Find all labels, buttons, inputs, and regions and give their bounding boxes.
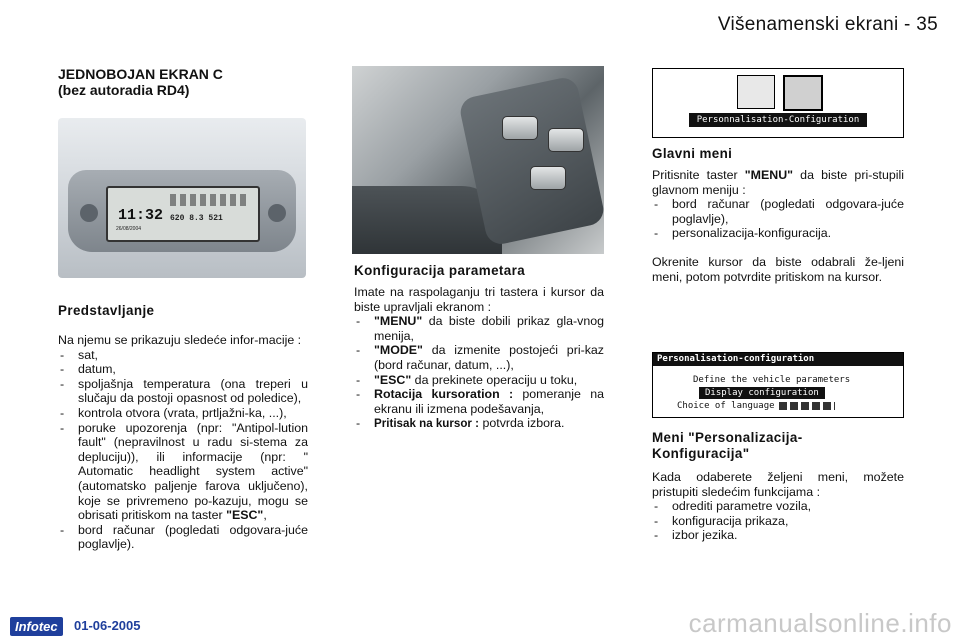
list-item: - konfiguracija prikaza, bbox=[652, 514, 904, 529]
intro-post: da biste pri-stupili glavnom meniju : bbox=[652, 168, 904, 197]
esc-key-label: "ESC" bbox=[226, 508, 264, 523]
list-item: - kontrola otvora (vrata, prtljažni-ka, ...), bbox=[58, 406, 308, 421]
list-item: - bord računar (pogledati odgovara-juće poglavlje). bbox=[58, 523, 308, 552]
list-item-text: pomeranje na ekranu ili izmena podešavanja, bbox=[374, 387, 604, 416]
list-item: - bord računar (pogledati odgovara-juće poglavlje), bbox=[652, 197, 904, 226]
menu-key-label: "MENU" bbox=[744, 168, 794, 182]
monochrome-display bbox=[106, 186, 260, 242]
list-item bbox=[354, 373, 604, 388]
settings-sliders-icon bbox=[783, 75, 823, 111]
screen-title: Personalisation-configuration bbox=[653, 353, 903, 366]
main-menu-section bbox=[652, 146, 904, 284]
intro-text: Na njemu se prikazuju sledeće infor-macije : bbox=[58, 333, 302, 347]
presentation-section bbox=[58, 303, 308, 552]
section-heading: JEDNOBOJAN EKRAN C bbox=[58, 66, 223, 82]
console-button bbox=[530, 166, 566, 190]
list-item-text: da izmenite postojeći pri-kaz (bord računar, datum, ...), bbox=[374, 343, 604, 372]
intro-text: Kada odaberete željeni meni, možete pristupiti sledećim funkcijama : bbox=[652, 470, 904, 499]
menu-bar-label: Personnalisation-Configuration bbox=[689, 113, 867, 127]
language-flags-icon bbox=[779, 402, 835, 410]
list-item-text: poruke upozorenja (npr: "Antipol-lution fault" (nepravilnost u radu si-stema za depluciju)), ili informacije (npr: " Automatic headlight system active" (automatsko paljenje farova uključeno), koje se privremeno po-kazuju, mogu se obrisati pritiskom na taster bbox=[78, 420, 308, 523]
section-title-line1: Meni "Personalizacija- bbox=[652, 430, 803, 445]
status-icons bbox=[170, 194, 250, 206]
trip-computer-icon bbox=[737, 75, 775, 109]
info-list bbox=[58, 348, 308, 552]
list-item: - sat, bbox=[58, 348, 308, 363]
left-knob bbox=[80, 204, 98, 222]
console-button bbox=[548, 128, 584, 152]
list-item bbox=[354, 416, 604, 432]
menu-option-selected: Display configuration bbox=[699, 387, 825, 399]
config-section bbox=[354, 263, 604, 432]
list-item: - izbor jezika. bbox=[652, 528, 904, 543]
footer-date: 01-06-2005 bbox=[74, 618, 141, 633]
punctuation: , bbox=[263, 508, 267, 523]
section-subheading: (bez autoradia RD4) bbox=[58, 82, 190, 98]
list-item bbox=[58, 421, 308, 523]
menu-option bbox=[677, 400, 835, 412]
display-values: 620 8.3 521 bbox=[170, 214, 223, 223]
infotec-badge: Infotec bbox=[10, 617, 63, 636]
watermark: carmanualsonline.info bbox=[688, 608, 952, 638]
list-item: - odrediti parametre vozila, bbox=[652, 499, 904, 514]
cursor-note: Okrenite kursor da biste odabrali že-ljeni meni, potom potvrdite pritiskom na kursor. bbox=[652, 254, 904, 284]
esc-key-label: "ESC" bbox=[374, 372, 412, 387]
personalisation-screen bbox=[652, 352, 904, 418]
intro-text: Imate na raspolaganju tri tastera i kursor da biste upravljali ekranom : bbox=[354, 285, 604, 314]
language-option-label: Choice of language bbox=[677, 401, 775, 411]
menu-list bbox=[652, 197, 904, 241]
list-item-text: potvrda izbora. bbox=[479, 416, 565, 431]
list-item-text: da biste dobili prikaz gla-vnog menija, bbox=[374, 314, 604, 343]
dashboard-photo bbox=[58, 118, 306, 278]
controls-list bbox=[354, 314, 604, 432]
intro-pre: Pritisnite taster bbox=[652, 168, 745, 182]
list-item bbox=[354, 387, 604, 416]
list-item bbox=[354, 343, 604, 372]
console-photo bbox=[352, 66, 604, 254]
section-title: Predstavljanje bbox=[58, 303, 155, 318]
list-item-text: da prekinete operaciju u toku, bbox=[411, 372, 578, 387]
list-item: - datum, bbox=[58, 362, 308, 377]
rotation-label: Rotacija kursoration : bbox=[374, 387, 514, 402]
section-title: Konfiguracija parametara bbox=[354, 263, 526, 278]
list-item bbox=[354, 314, 604, 343]
press-label: Pritisak na kursor : bbox=[374, 417, 480, 431]
page-title: Višenamenski ekrani - 35 bbox=[717, 14, 938, 35]
display-time: 11:32 bbox=[118, 207, 164, 224]
display-date: 26/08/2004 bbox=[116, 226, 142, 232]
console-button bbox=[502, 116, 538, 140]
functions-list bbox=[652, 499, 904, 543]
menu-key-label: "MENU" bbox=[374, 314, 423, 329]
left-column bbox=[58, 66, 308, 98]
mode-key-label: "MODE" bbox=[374, 343, 423, 358]
intro-text bbox=[652, 168, 904, 197]
list-item: - personalizacija-konfiguracija. bbox=[652, 226, 904, 241]
menu-option: Define the vehicle parameters bbox=[693, 375, 851, 385]
section-title: Glavni meni bbox=[652, 146, 733, 161]
right-knob bbox=[268, 204, 286, 222]
main-menu-screen bbox=[652, 68, 904, 138]
section-title-line2: Konfiguracija" bbox=[652, 446, 750, 461]
list-item: - spoljašnja temperatura (ona treperi u slučaju da postoji opasnost od poledice), bbox=[58, 377, 308, 406]
personalisation-section bbox=[652, 430, 904, 543]
